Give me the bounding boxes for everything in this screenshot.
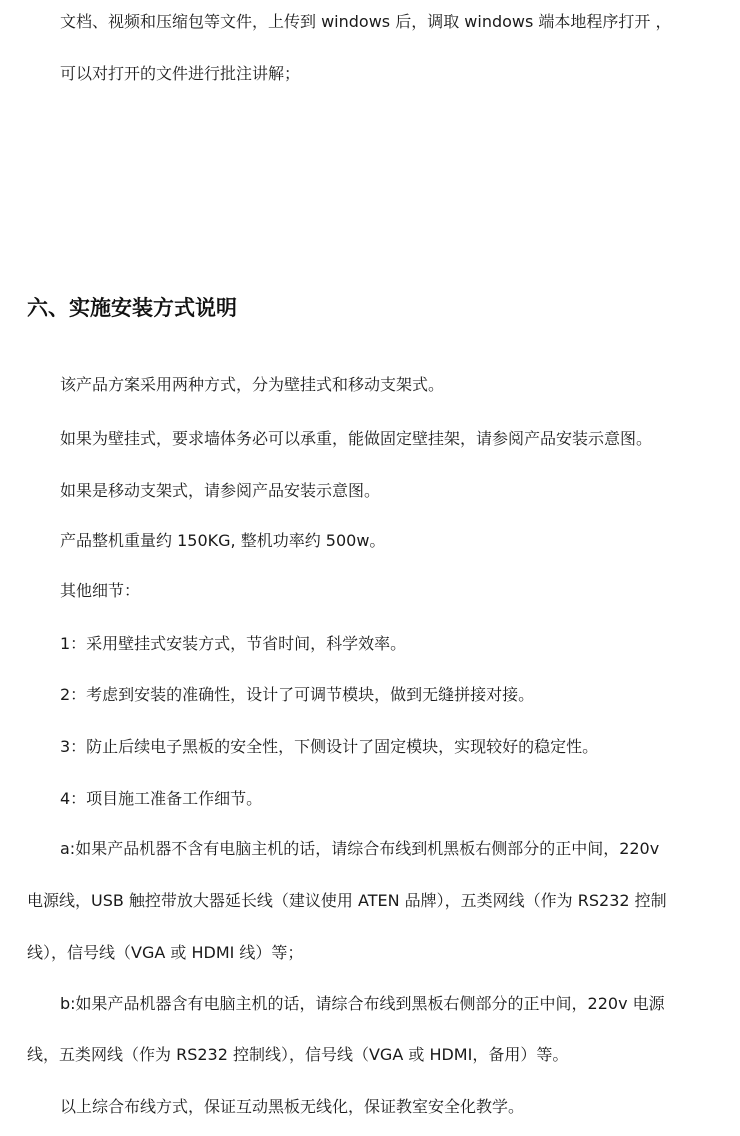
paragraph-other-details: 其他细节：	[60, 581, 141, 600]
list-item-2: 2：考虑到安装的准确性，设计了可调节模块，做到无缝拼接对接。	[60, 685, 535, 704]
list-item-4: 4：项目施工准备工作细节。	[60, 789, 263, 808]
intro-line-1: 文档、视频和压缩包等文件，上传到 windows 后，调取 windows 端本地程序打开 ，	[60, 12, 672, 31]
paragraph-mobile-stand: 如果是移动支架式，请参阅产品安装示意图。	[60, 481, 381, 500]
paragraph-weight-power: 产品整机重量约 150KG, 整机功率约 500w。	[60, 531, 386, 550]
note-a-line-2: 电源线，USB 触控带放大器延长线（建议使用 ATEN 品牌），五类网线（作为 RS232 控制	[27, 891, 667, 910]
note-b-line-2: 线，五类网线（作为 RS232 控制线），信号线（VGA 或 HDMI，备用）等。	[27, 1045, 569, 1064]
note-b-line-1: b:如果产品机器含有电脑主机的话，请综合布线到黑板右侧部分的正中间，220v 电源	[60, 994, 665, 1013]
paragraph-methods: 该产品方案采用两种方式，分为壁挂式和移动支架式。	[60, 375, 445, 394]
list-item-3: 3：防止后续电子黑板的安全性，下侧设计了固定模块，实现较好的稳定性。	[60, 737, 599, 756]
section-heading: 六、实施安装方式说明	[27, 296, 237, 320]
intro-line-2: 可以对打开的文件进行批注讲解；	[60, 64, 301, 83]
note-a-line-1: a:如果产品机器不含有电脑主机的话，请综合布线到机黑板右侧部分的正中间，220v	[60, 839, 660, 858]
closing-paragraph: 以上综合布线方式，保证互动黑板无线化，保证教室安全化教学。	[60, 1097, 525, 1116]
list-item-1: 1：采用壁挂式安装方式，节省时间，科学效率。	[60, 634, 407, 653]
paragraph-wall-mount: 如果为壁挂式，要求墙体务必可以承重，能做固定壁挂架，请参阅产品安装示意图。	[60, 429, 653, 448]
note-a-line-3: 线），信号线（VGA 或 HDMI 线）等；	[27, 943, 304, 962]
